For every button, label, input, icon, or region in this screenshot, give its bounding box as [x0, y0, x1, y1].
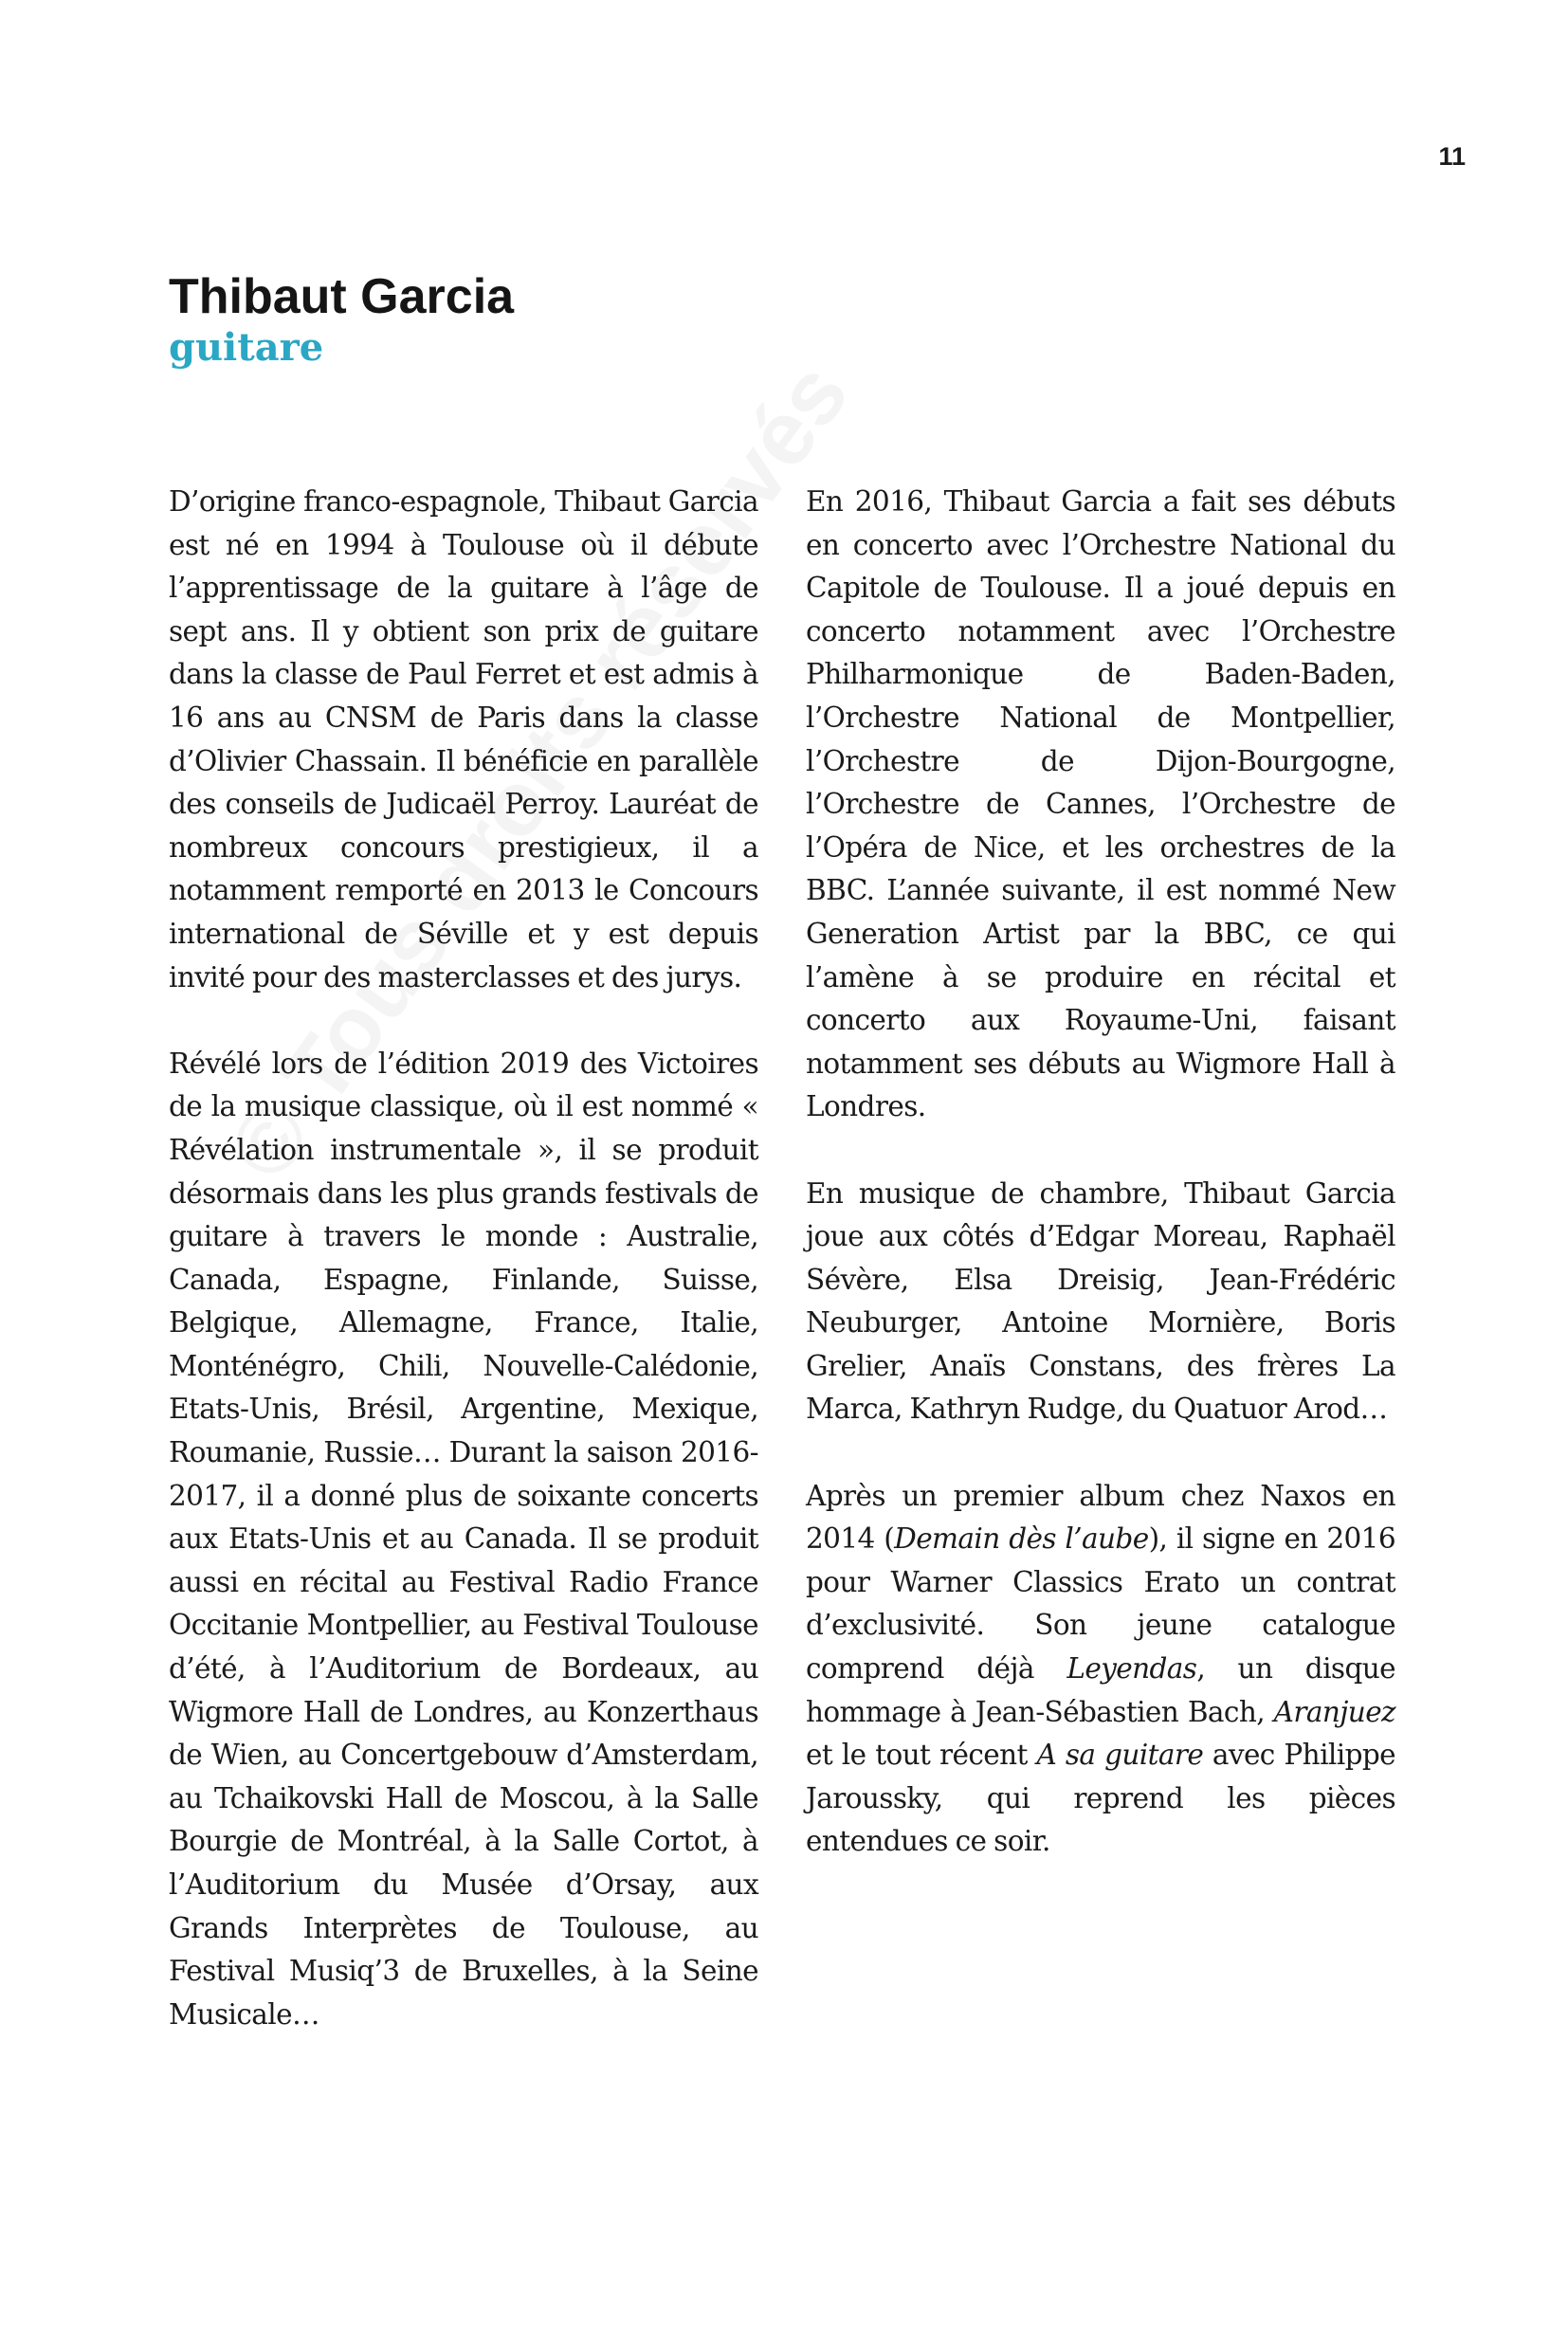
text-run: et le tout récent — [806, 1739, 1037, 1772]
text-run: Après un premier album chez Naxos en 2014 ( — [806, 1479, 1395, 1556]
biography-paragraph: Révélé lors de l’édition 2019 des Victoires de la musique classique, où il est nommé « Révélation instrumentale », il se produit désormais dans les plus grands festivals de guitare à travers le monde : Australie, Canada, Espagne, Finlande, Suisse, Belgique, Allemagne, France, Italie, Monténégro, Chili, Nouvelle-Calédonie, Etats-Unis, Brésil, Argentine, Mexique, Roumanie, Russie… Durant la saison 2016-2017, il a donné plus de soixante concerts aux Etats-Unis et au Canada. Il se produit aussi en récital au Festival Radio France Occitanie Montpellier, au Festival Toulouse d’été, à l’Auditorium de Bordeaux, au Wigmore Hall de Londres, au Konzerthaus de Wien, au Concertgebouw d’Amsterdam, au Tchaikovski Hall de Moscou, à la Salle Bourgie de Montréal, à la Salle Cortot, à l’Auditorium du Musée d’Orsay, aux Grands Interprètes de Toulouse, au Festival Musiq’3 de Bruxelles, à la Seine Musicale… — [169, 1047, 758, 2031]
biography-paragraph: D’origine franco-espagnole, Thibaut Garcia est né en 1994 à Toulouse où il débute l’apprentissage de la guitare à l’âge de sept ans. Il y obtient son prix de guitare dans la classe de Paul Ferret et est admis à 16 ans au CNSM de Paris dans la classe d’Olivier Chassain. Il bénéficie en parallèle des conseils de Judicaël Perroy. Lauréat de nombreux concours prestigieux, il a notamment remporté en 2013 le Concours international de Séville et y est depuis invité pour des masterclasses et des jurys. — [169, 485, 758, 993]
instrument-subtitle: guitare — [169, 325, 324, 371]
biography-column-left — [169, 481, 758, 2036]
title-block — [169, 270, 514, 372]
album-title: A sa guitare — [1036, 1739, 1204, 1772]
text-run: avec Philippe Jaroussky, qui reprend les pièces entendues ce soir. — [806, 1739, 1396, 1858]
biography-paragraph: En 2016, Thibaut Garcia a fait ses débuts en concerto avec l’Orchestre National du Capitole de Toulouse. Il a joué depuis en concerto notamment avec l’Orchestre Philharmonique de Baden-Baden, l’Orchestre National de Montpellier, l’Orchestre de Dijon-Bourgogne, l’Orchestre de Cannes, l’Orchestre de l’Opéra de Nice, et les orchestres de la BBC. L’année suivante, il est nommé New Generation Artist par la BBC, ce qui l’amène à se produire en récital et concerto aux Royaume-Uni, faisant notamment ses débuts au Wigmore Hall à Londres. — [806, 485, 1395, 1123]
discography-paragraph — [806, 1475, 1395, 1864]
album-title: Aranjuez — [1273, 1695, 1395, 1728]
page-number: 11 — [1438, 142, 1466, 171]
text-run: , un disque hommage à Jean-Sébastien Bach, — [806, 1652, 1395, 1728]
text-run: ), il signe en 2016 pour Warner Classics Erato un contrat d’exclusivité. Son jeune catalogue comprend déjà — [806, 1522, 1395, 1686]
biography-column-right — [806, 481, 1395, 1864]
biography-paragraph: En musique de chambre, Thibaut Garcia joue aux côtés d’Edgar Moreau, Raphaël Sévère, Elsa Dreisig, Jean-Frédéric Neuburger, Antoine Mornière, Boris Grelier, Anaïs Constans, des frères La Marca, Kathryn Rudge, du Quatuor Arod… — [806, 1176, 1395, 1426]
album-title: Demain dès l’aube — [894, 1522, 1149, 1556]
album-title: Leyendas — [1067, 1652, 1197, 1686]
performer-name: Thibaut Garcia — [169, 269, 515, 324]
